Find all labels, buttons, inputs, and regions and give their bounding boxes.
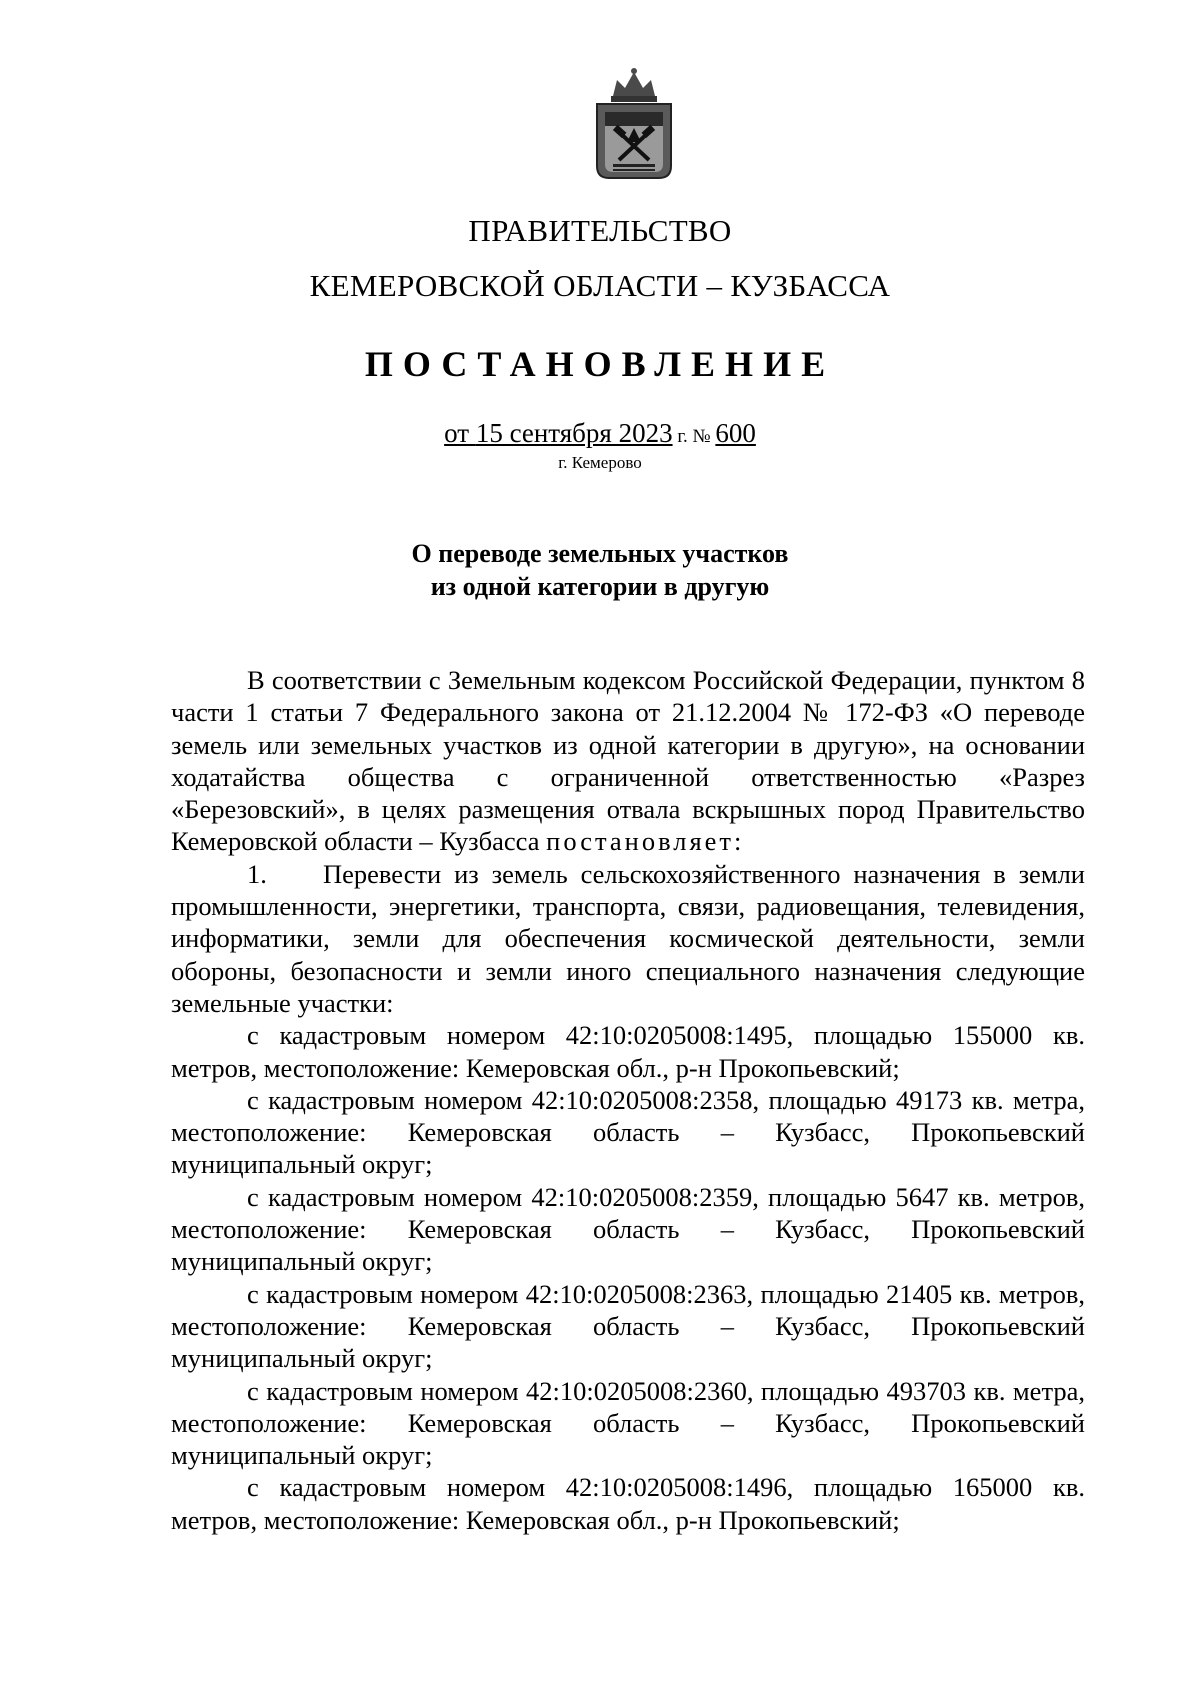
subject-title-line2: из одной категории в другую	[430, 572, 770, 601]
preamble-text: В соответствии с Земельным кодексом Российской Федерации, пунктом 8 части 1 статьи 7 Федерального закона от 21.12.2004 № 172-ФЗ «О переводе земель или земельных участков из одной категории в другую», на основании ходатайства общества с ограниченной ответственностью «Разрез «Березовский», в целях размещения отвала вскрышных пород Правительство Кемеровской области – Кузбасса	[171, 665, 1085, 857]
kuzbass-coat-of-arms-icon	[589, 66, 679, 184]
parcel-item: с кадастровым номером 42:10:0205008:1496, площадью 165000 кв. метров, местоположение: Кемеровская обл., р-н Прокопьевский;	[171, 1472, 1085, 1535]
year-suffix: г.	[672, 426, 688, 447]
city-label: г. Кемерово	[558, 453, 642, 472]
preamble-paragraph	[171, 664, 1085, 858]
item-1-number: 1.	[247, 858, 267, 889]
document-type-heading: ПОСТАНОВЛЕНИЕ	[364, 344, 836, 384]
parcel-item: с кадастровым номером 42:10:0205008:1495, площадью 155000 кв. метров, местоположение: Кемеровская обл., р-н Прокопьевский;	[171, 1020, 1085, 1083]
decree-date: 15 сентября 2023	[475, 418, 673, 448]
government-title-line2: КЕМЕРОВСКОЙ ОБЛАСТИ – КУЗБАССА	[309, 268, 891, 303]
parcel-item: с кадастровым номером 42:10:0205008:2359, площадью 5647 кв. метров, местоположение: Кемеровская область – Кузбасс, Прокопьевский муниципальный округ;	[171, 1181, 1085, 1277]
government-title-line1: ПРАВИТЕЛЬСТВО	[468, 213, 732, 248]
parcel-item: с кадастровым номером 42:10:0205008:2360, площадью 493703 кв. метра, местоположение: Кемеровская область – Кузбасс, Прокопьевский муниципальный округ;	[171, 1375, 1085, 1471]
parcel-item: с кадастровым номером 42:10:0205008:2363, площадью 21405 кв. метров, местоположение: Кемеровская область – Кузбасс, Прокопьевский муниципальный округ;	[171, 1278, 1085, 1374]
preamble-action: постановляет:	[546, 826, 745, 857]
number-sign: №	[687, 426, 716, 447]
document-body	[171, 664, 1085, 1536]
date-number-line	[0, 418, 1200, 449]
item-1-paragraph	[171, 858, 1085, 1019]
date-prefix: от	[444, 418, 476, 448]
item-1-text: Перевести из земель сельскохозяйственного назначения в земли промышленности, энергетики, транспорта, связи, радиовещания, телевидения, информатики, земли для обеспечения космической деятельности, земли обороны, безопасности и земли иного специального назначения следующие земельные участки:	[171, 858, 1085, 1018]
parcel-item: с кадастровым номером 42:10:0205008:2358, площадью 49173 кв. метра, местоположение: Кемеровская область – Кузбасс, Прокопьевский муниципальный округ;	[171, 1084, 1085, 1180]
decree-number: 600	[715, 418, 756, 448]
subject-title-line1: О переводе земельных участков	[411, 539, 789, 568]
